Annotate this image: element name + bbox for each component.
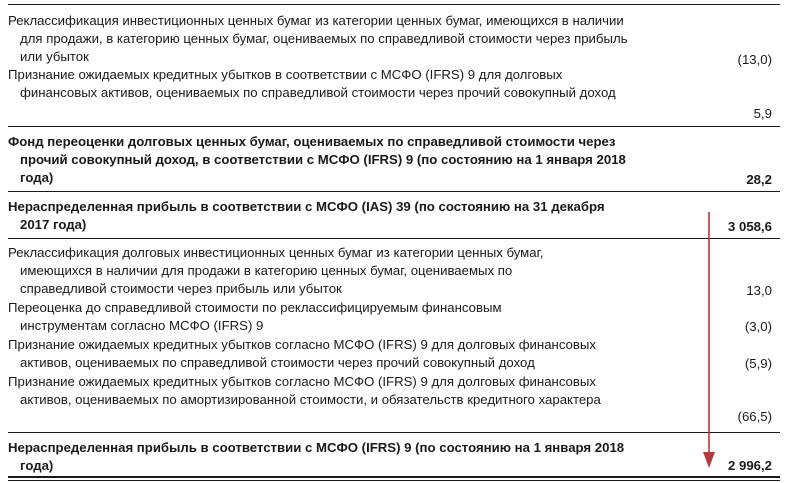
table-bottom-rule (8, 480, 780, 482)
row-value: (13,0) (737, 52, 772, 67)
row-label: Признание ожидаемых кредитных убытков согласно МСФО (IFRS) 9 для долговых финансовых активов, оцениваемых по амортизированной стоимости, и обязательств кредитного характера (8, 374, 601, 407)
section-rule (8, 191, 780, 192)
table-bottom-rule (8, 476, 780, 478)
row-label: Фонд переоценки долговых ценных бумаг, оцениваемых по справедливой стоимости через прочий совокупный доход, в соответствии с МСФО (IFRS) 9 (по состоянию на 1 января 2018 года) (8, 134, 626, 185)
section-rule (8, 238, 780, 239)
table-row (8, 299, 780, 335)
row-value: 3 058,6 (728, 219, 772, 234)
section-rule (8, 432, 780, 433)
row-label: Нераспределенная прибыль в соответствии с МСФО (IAS) 39 (по состоянию на 31 декабря 2017 года) (8, 199, 605, 232)
table-row (8, 66, 780, 120)
row-value: 13,0 (746, 283, 772, 298)
row-value: (5,9) (744, 356, 772, 371)
row-label: Признание ожидаемых кредитных убытков в соответствии с МСФО (IFRS) 9 для долговых финансовых активов, оцениваемых по справедливой стоимости через прочий совокупный доход (8, 67, 616, 100)
row-label: Реклассификация инвестиционных ценных бумаг из категории ценных бумаг, имеющихся в наличии для продажи, в категорию ценных бумаг, оцениваемых по справедливой стоимости через прибыль или убыток (8, 13, 628, 64)
row-label: Переоценка до справедливой стоимости по реклассифицируемым финансовым инструментам согласно МСФО (IFRS) 9 (8, 300, 502, 333)
row-label: Реклассификация долговых инвестиционных ценных бумаг из категории ценных бумаг, имеющихся в наличии для продажи в категорию ценных бумаг, оцениваемых по справедливой стоимости через прибыль или убыток (8, 245, 544, 296)
table-row (8, 336, 780, 372)
table-row (8, 12, 780, 66)
table-row-total (8, 439, 780, 475)
section-rule (8, 126, 780, 127)
row-value: 28,2 (746, 172, 772, 187)
row-value: 2 996,2 (728, 458, 772, 473)
table-row-subtotal (8, 133, 780, 187)
row-value: (66,5) (737, 409, 772, 424)
row-value: 5,9 (753, 106, 772, 121)
table-row (8, 244, 780, 298)
table-row-subtotal (8, 198, 780, 234)
row-value: (3,0) (744, 319, 772, 334)
row-label: Признание ожидаемых кредитных убытков согласно МСФО (IFRS) 9 для долговых финансовых активов, оцениваемых по справедливой стоимости через прочий совокупный доход (8, 337, 596, 370)
row-label: Нераспределенная прибыль в соответствии с МСФО (IFRS) 9 (по состоянию на 1 января 2018 года) (8, 440, 625, 473)
table-row (8, 373, 780, 427)
down-arrow-icon (698, 0, 718, 483)
table-top-rule (8, 4, 780, 5)
